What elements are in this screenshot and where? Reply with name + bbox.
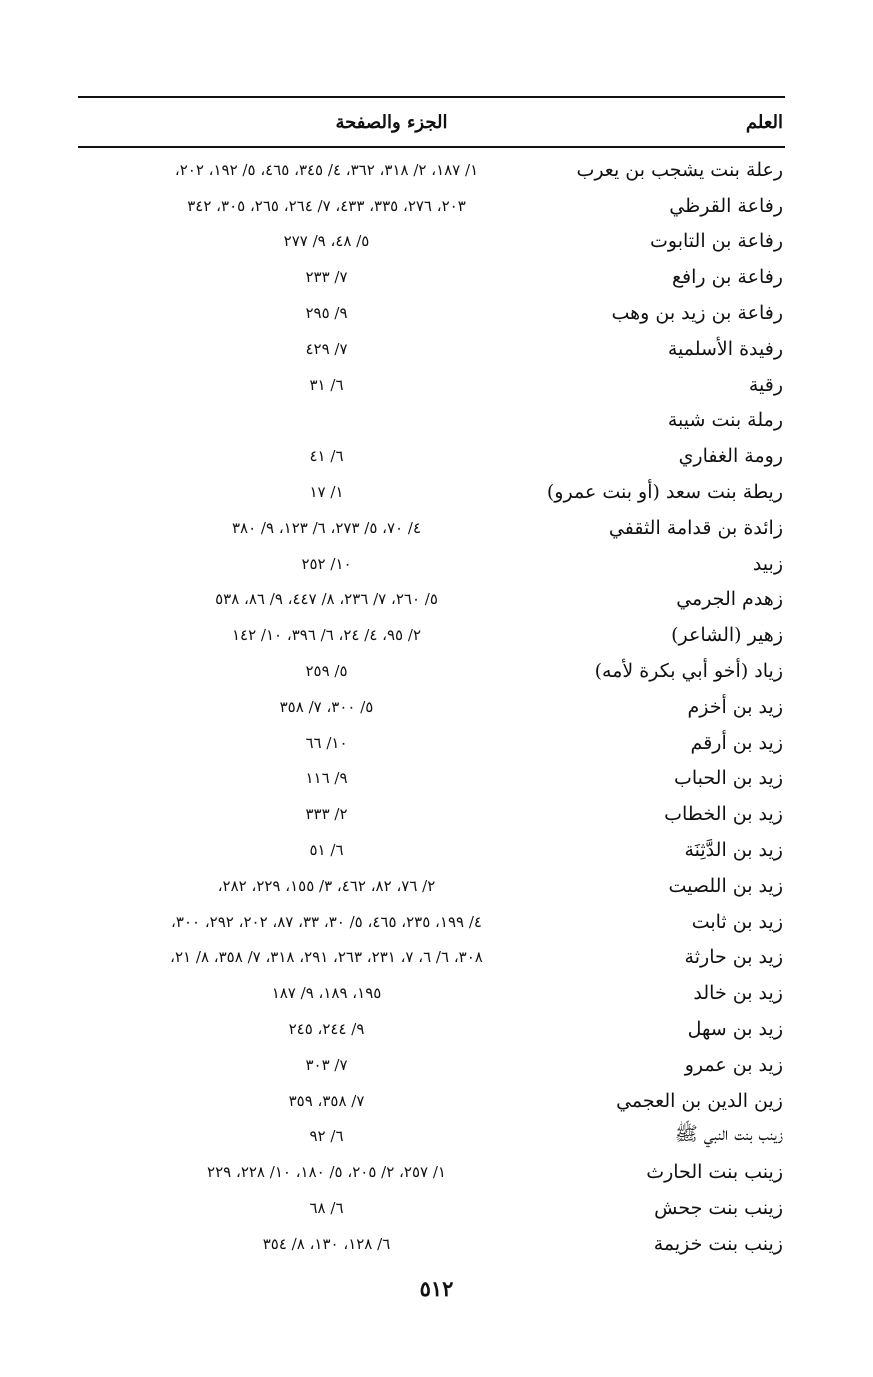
- volume-page-references: ٦/ ٩٢: [309, 1127, 344, 1146]
- person-name: زيد بن ثابت: [691, 910, 783, 933]
- volume-page-references: ٦/ ٤١: [309, 447, 344, 466]
- volume-page-references: ٧/ ٢٣٣: [305, 268, 348, 287]
- reference-column-header: الجزء والصفحة: [335, 111, 448, 133]
- person-name: زيد بن عمرو: [684, 1053, 783, 1076]
- table-row: [78, 295, 785, 331]
- person-name: رفاعة بن زيد بن وهب: [611, 302, 783, 325]
- table-header: [78, 98, 785, 148]
- person-name: رفاعة بن التابوت: [650, 230, 783, 253]
- person-name: رملة بنت شيبة: [667, 409, 783, 432]
- volume-page-references: ٦/ ٥١: [309, 841, 344, 860]
- table-row: [78, 1190, 785, 1226]
- table-row: [78, 474, 785, 510]
- person-name: زبيد: [752, 552, 783, 575]
- person-name: زهير (الشاعر): [671, 624, 783, 647]
- table-row: [78, 1154, 785, 1190]
- person-name: رفاعة القرظي: [669, 194, 783, 217]
- table-row: [78, 188, 785, 224]
- person-name: رعلة بنت يشجب بن يعرب: [576, 158, 783, 181]
- volume-page-references: ٧/ ٣٠٣: [305, 1055, 348, 1074]
- table-row: [78, 582, 785, 618]
- volume-page-references: ٢/ ٣٣٣: [305, 805, 348, 824]
- volume-page-references: ٩/ ٢٤٤، ٢٤٥: [288, 1020, 365, 1039]
- person-name: زيد بن الحباب: [673, 767, 783, 790]
- index-page: [78, 96, 785, 1262]
- person-name: زينب بنت الحارث: [646, 1161, 783, 1184]
- person-name: زهدم الجرمي: [676, 588, 783, 611]
- volume-page-references: ١٩٥، ١٨٩، ٩/ ١٨٧: [271, 984, 382, 1003]
- person-name: رومة الغفاري: [678, 445, 783, 468]
- person-name: زيد بن خالد: [693, 982, 783, 1005]
- table-row: [78, 868, 785, 904]
- person-name: زيد بن الدَّثِنَة: [684, 839, 783, 862]
- person-name: زينب بنت جحش: [654, 1197, 783, 1219]
- table-row: [78, 1119, 785, 1155]
- person-name: رقية: [748, 373, 783, 396]
- table-row: [78, 832, 785, 868]
- table-row: [78, 403, 785, 439]
- person-name: زيد بن أخزم: [687, 695, 783, 718]
- table-row: [78, 796, 785, 832]
- volume-page-references: ٣٠٨، ٦/ ٦، ٧، ٢٣١، ٢٦٣، ٢٩١، ٣١٨، ٧/ ٣٥٨، ٨/ ٢١،: [170, 948, 483, 967]
- person-name: زيد بن الخطاب: [664, 803, 783, 826]
- table-row: [78, 1011, 785, 1047]
- volume-page-references: ٩/ ١١٦: [305, 769, 348, 788]
- volume-page-references: ٦/ ٦٨: [309, 1199, 344, 1217]
- person-name: رفيدة الأسلمية: [667, 337, 783, 360]
- volume-page-references: ١٠/ ٢٥٢: [301, 554, 352, 573]
- table-row: [78, 1047, 785, 1083]
- table-row: [78, 367, 785, 403]
- volume-page-references: ١/ ١٧: [309, 483, 344, 502]
- volume-page-references: ٥/ ٢٥٩: [305, 662, 348, 681]
- person-name: زيد بن أرقم: [690, 731, 783, 754]
- person-name: زيد بن حارثة: [684, 946, 783, 969]
- table-row: [78, 224, 785, 260]
- table-row: [78, 617, 785, 653]
- volume-page-references: ١٠/ ٦٦: [305, 733, 348, 752]
- volume-page-references: ٦/ ٣١: [309, 375, 344, 394]
- table-row: [78, 940, 785, 976]
- person-name: زينب بنت خزيمة: [653, 1232, 783, 1255]
- volume-page-references: ٥/ ٣٠٠، ٧/ ٣٥٨: [279, 697, 374, 716]
- volume-page-references: ٦/ ١٢٨، ١٣٠، ٨/ ٣٥٤: [262, 1234, 391, 1253]
- person-name: زيد بن سهل: [687, 1018, 783, 1041]
- volume-page-references: ٧/ ٤٢٩: [305, 339, 348, 358]
- table-row: [78, 725, 785, 761]
- volume-page-references: ٢٠٣، ٢٧٦، ٣٣٥، ٤٣٣، ٧/ ٢٦٤، ٢٦٥، ٣٠٥، ٣٤٢: [187, 196, 466, 215]
- table-row: [78, 653, 785, 689]
- table-row: [78, 689, 785, 725]
- table-row: [78, 1083, 785, 1119]
- volume-page-references: ٢/ ٩٥، ٤/ ٢٤، ٦/ ٣٩٦، ١٠/ ١٤٢: [231, 626, 422, 645]
- volume-page-references: ٢/ ٧٦، ٨٢، ٤٦٢، ٣/ ١٥٥، ٢٢٩، ٢٨٢،: [217, 876, 436, 895]
- volume-page-references: ٩/ ٢٩٥: [305, 304, 348, 323]
- page-number: ٥١٢: [419, 1276, 454, 1301]
- person-name: ريطة بنت سعد (أو بنت عمرو): [546, 481, 783, 504]
- volume-page-references: ١/ ١٨٧، ٢/ ٣١٨، ٣٦٢، ٤/ ٣٤٥، ٤٦٥، ٥/ ١٩٢، ٢٠٢،: [174, 160, 479, 179]
- volume-page-references: ١/ ٢٥٧، ٢/ ٢٠٥، ٥/ ١٨٠، ١٠/ ٢٢٨، ٢٢٩: [207, 1163, 446, 1182]
- person-name: زين الدين بن العجمي: [616, 1089, 783, 1112]
- person-name: زينب بنت النبي ﷺ: [674, 1123, 783, 1146]
- volume-page-references: ٧/ ٣٥٨، ٣٥٩: [288, 1091, 365, 1110]
- table-row: [78, 546, 785, 582]
- person-name: زيد بن اللصيت: [668, 874, 783, 897]
- index-rows: [78, 152, 785, 1262]
- table-row: [78, 510, 785, 546]
- volume-page-references: ٥/ ٤٨، ٩/ ٢٧٧: [283, 232, 370, 251]
- volume-page-references: ٤/ ٧٠، ٥/ ٢٧٣، ٦/ ١٢٣، ٩/ ٣٨٠: [231, 518, 422, 537]
- table-row: [78, 438, 785, 474]
- table-row: [78, 331, 785, 367]
- table-row: [78, 761, 785, 797]
- volume-page-references: ٥/ ٢٦٠، ٧/ ٢٣٦، ٨/ ٤٤٧، ٩/ ٨٦، ٥٣٨: [215, 590, 438, 609]
- table-row: [78, 975, 785, 1011]
- table-row: [78, 904, 785, 940]
- person-name: زياد (أخو أبي بكرة لأمه): [594, 660, 783, 683]
- table-row: [78, 152, 785, 188]
- person-name: زائدة بن قدامة الثقفي: [608, 516, 783, 539]
- table-row: [78, 1226, 785, 1262]
- name-column-header: العلم: [745, 111, 783, 133]
- person-name: رفاعة بن رافع: [671, 266, 783, 289]
- volume-page-references: ٤/ ١٩٩، ٢٣٥، ٤٦٥، ٥/ ٣٠، ٣٣، ٨٧، ٢٠٢، ٢٩٢، ٣٠٠،: [171, 912, 482, 931]
- table-row: [78, 259, 785, 295]
